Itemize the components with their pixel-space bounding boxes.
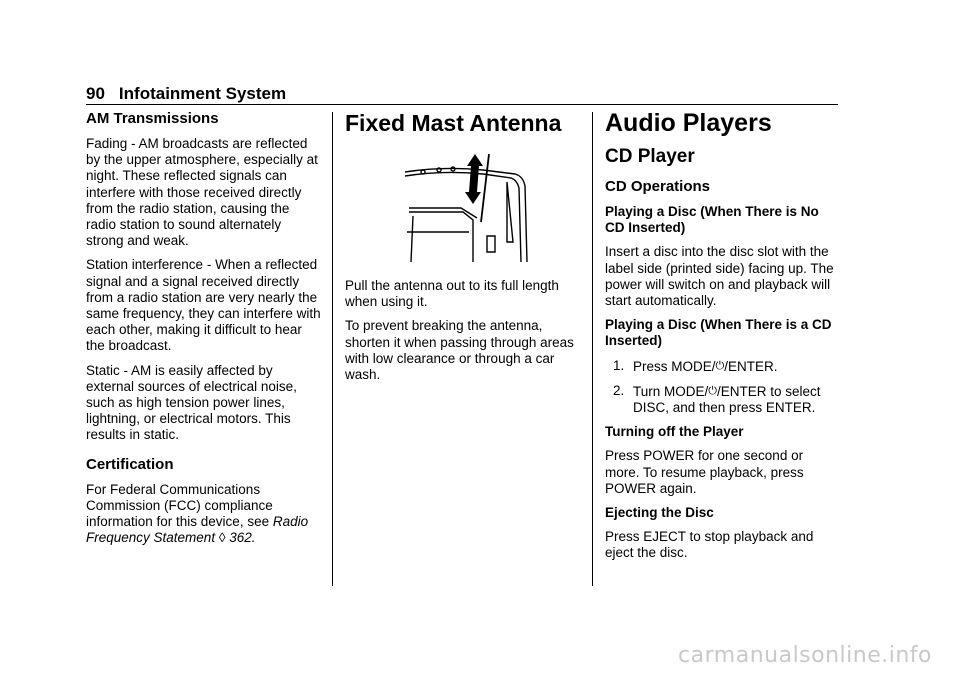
power-icon: ⏻ [715, 359, 725, 372]
step-1-number: 1. [613, 357, 625, 373]
radio-frequency-link[interactable]: Radio Frequency Statement [86, 514, 309, 546]
step-1 [605, 358, 837, 375]
xref-arrow-icon: ◊ [218, 530, 226, 546]
antenna-use-paragraph: Pull the antenna out to its full length when using it. [345, 278, 559, 310]
step-2 [605, 383, 837, 416]
turning-off-subheading: Turning off the Player [605, 424, 744, 440]
page-number: 90 [86, 84, 105, 103]
ejecting-subheading: Ejecting the Disc [605, 505, 714, 521]
step-2-pre: Turn MODE/ [633, 383, 709, 399]
audio-players-heading: Audio Players [605, 109, 772, 137]
steps-list [605, 358, 837, 417]
station-interference-paragraph: Station interference - When a reflected signal and a signal received directly from a radio station are very nearly the same frequency, they can interfere with each other, making it difficult to hear the broadcast. [86, 257, 321, 354]
column-2 [345, 110, 581, 391]
step-1-text [633, 358, 777, 375]
step-2-post: /ENTER to select DISC, and then press ENTER. [633, 383, 821, 416]
page-header [86, 84, 838, 105]
certification-heading: Certification [86, 455, 174, 473]
column-divider-2 [592, 112, 593, 586]
column-divider-1 [332, 112, 333, 586]
antenna-illustration [403, 152, 533, 264]
eject-paragraph: Press EJECT to stop playback and eject the disc. [605, 529, 814, 561]
column-1 [86, 110, 322, 554]
power-paragraph: Press POWER for one second or more. To resume playback, press POWER again. [605, 448, 804, 496]
column-3 [605, 110, 837, 570]
step-2-text [633, 383, 837, 416]
step-1-post: /ENTER. [724, 358, 778, 374]
section-title: Infotainment System [118, 84, 287, 103]
fcc-paragraph [86, 482, 322, 547]
step-2-number: 2. [613, 382, 625, 398]
xref-page[interactable]: 362. [229, 530, 256, 546]
power-icon: ⏻ [708, 384, 717, 397]
cd-player-heading: CD Player [605, 146, 695, 167]
fading-paragraph: Fading - AM broadcasts are reflected by the upper atmosphere, especially at night. These reflected signals can interfere with those received directly from the radio station, causing the radio station to sound alternately strong and weak. [86, 136, 318, 249]
am-transmissions-heading: AM Transmissions [86, 110, 219, 127]
static-paragraph: Static - AM is easily affected by external sources of electrical noise, such as high tension power lines, lightning, or electrical motors. This results in static. [86, 362, 297, 443]
cd-operations-heading: CD Operations [605, 178, 711, 195]
playing-cd-inserted-subheading: Playing a Disc (When There is a CD Inserted) [605, 317, 832, 349]
fcc-text: For Federal Communications Commission (FCC) compliance information for this device, see [86, 481, 273, 530]
fixed-mast-antenna-heading: Fixed Mast Antenna [345, 110, 562, 136]
insert-disc-paragraph: Insert a disc into the disc slot with the label side (printed side) facing up. The power will switch on and playback will start automatically. [605, 244, 834, 309]
step-1-pre: Press MODE/ [633, 358, 716, 374]
watermark: carmanualsonline.info [678, 643, 932, 668]
antenna-shorten-paragraph: To prevent breaking the antenna, shorten it when passing through areas with low clearance or through a car wash. [345, 318, 574, 383]
playing-no-cd-subheading: Playing a Disc (When There is No CD Inserted) [605, 204, 819, 236]
